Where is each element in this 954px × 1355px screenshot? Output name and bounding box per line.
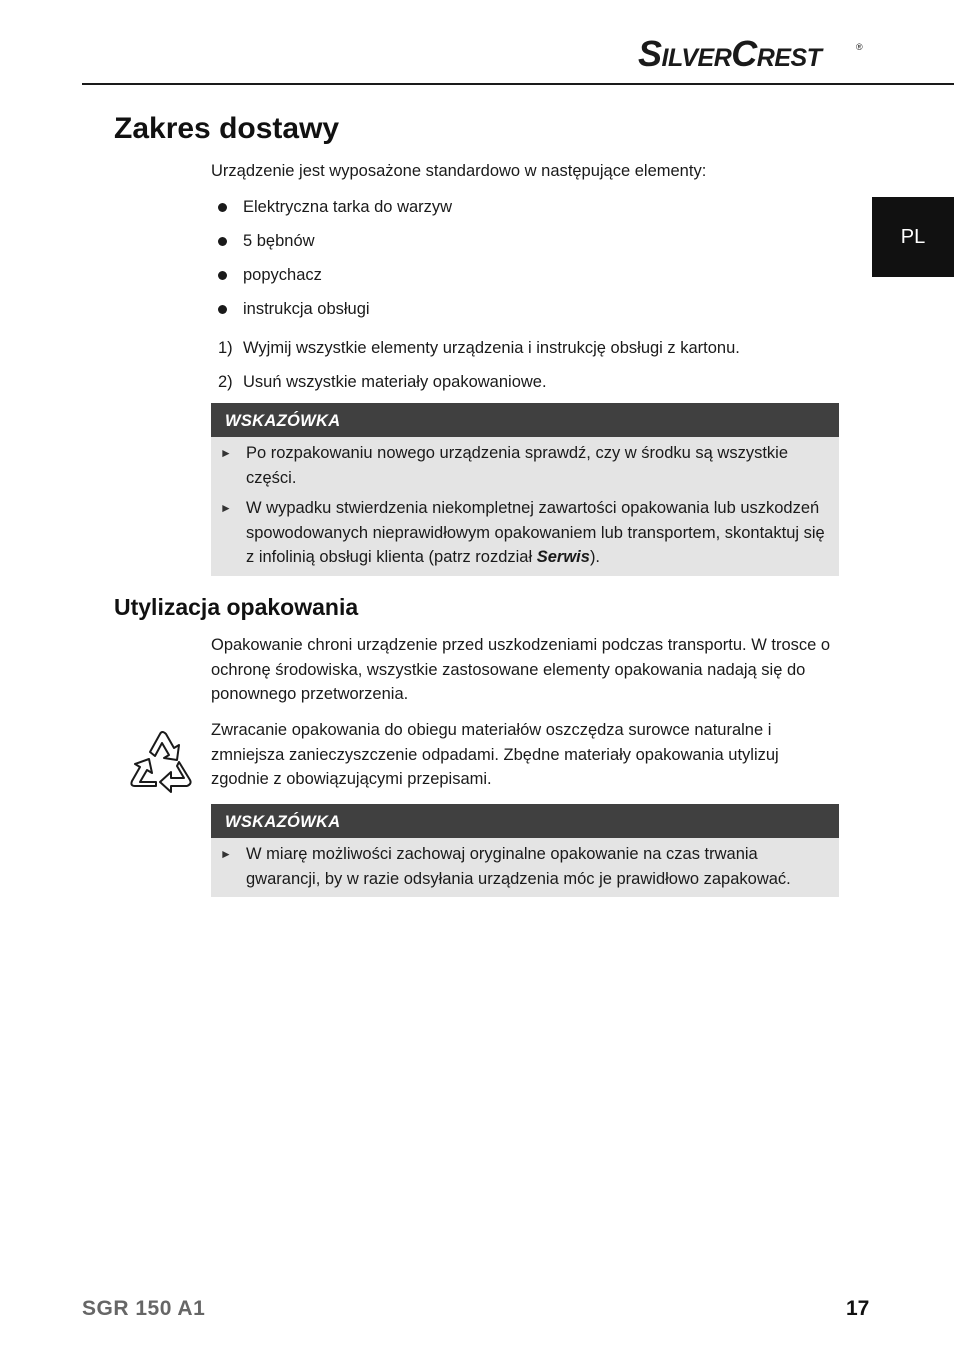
note-item: ► W miarę możliwości zachowaj oryginalne opakowanie na czas trwania gwarancji, by w razie odsyłania urządzenia móc je prawidłowo zapakować. [220,842,831,891]
bullet-icon [218,271,227,280]
list-item: instrukcja obsługi [218,296,452,330]
note-heading: WSKAZÓWKA [211,403,839,437]
bullet-icon [218,305,227,314]
delivery-intro: Urządzenie jest wyposażone standardowo w następujące elementy: [211,162,707,180]
header-rule [82,83,954,85]
bullet-icon [218,237,227,246]
bullet-icon [218,203,227,212]
note-item: ► W wypadku stwierdzenia niekompletnej zawartości opakowania lub uszkodzeń spowodowanych nieprawidłowym opakowaniem lub transportem, skontaktuj się z infolinią obsługi klienta (patrz rozdział Serwis). [220,496,831,570]
arrow-right-icon: ► [220,446,232,460]
note-box-disposal [211,804,839,897]
list-item: Elektryczna tarka do warzyw [218,194,452,228]
arrow-right-icon: ► [220,847,232,861]
section-title-delivery: Zakres dostawy [114,112,340,145]
note-box-delivery [211,403,839,576]
unpacking-steps [218,335,740,403]
list-item: 5 bębnów [218,228,452,262]
arrow-right-icon: ► [220,501,232,515]
svg-text:®: ® [856,42,863,52]
chapter-reference: Serwis [536,548,590,566]
step-item: 1) Wyjmij wszystkie elementy urządzenia i instrukcję obsługi z kartonu. [218,339,740,357]
disposal-paragraph-1: Opakowanie chroni urządzenie przed uszkodzeniami podczas transportu. W trosce o ochronę środowiska, wszystkie zastosowane elementy opakowania nadają się do ponownego przetworzenia. [211,636,831,703]
step-item: 2) Usuń wszystkie materiały opakowaniowe. [218,373,547,391]
footer-model: SGR 150 A1 [82,1297,206,1320]
silvercrest-logo [638,36,868,72]
delivery-items [218,194,452,330]
svg-text:SILVERCREST: SILVERCREST [638,36,822,72]
section-title-disposal: Utylizacja opakowania [114,594,359,620]
note-item: ► Po rozpakowaniu nowego urządzenia sprawdź, czy w środku są wszystkie części. [220,441,831,490]
recycle-icon [122,722,202,798]
note-heading: WSKAZÓWKA [211,804,839,838]
list-item: popychacz [218,262,452,296]
disposal-paragraph-2: Zwracanie opakowania do obiegu materiałów oszczędza surowce naturalne i zmniejsza zanieczyszczenie odpadami. Zbędne materiały opakowania utylizuj zgodnie z obowiązującymi przepisami. [211,721,779,788]
language-tab: PL [872,197,954,277]
page-number: 17 [846,1297,870,1320]
